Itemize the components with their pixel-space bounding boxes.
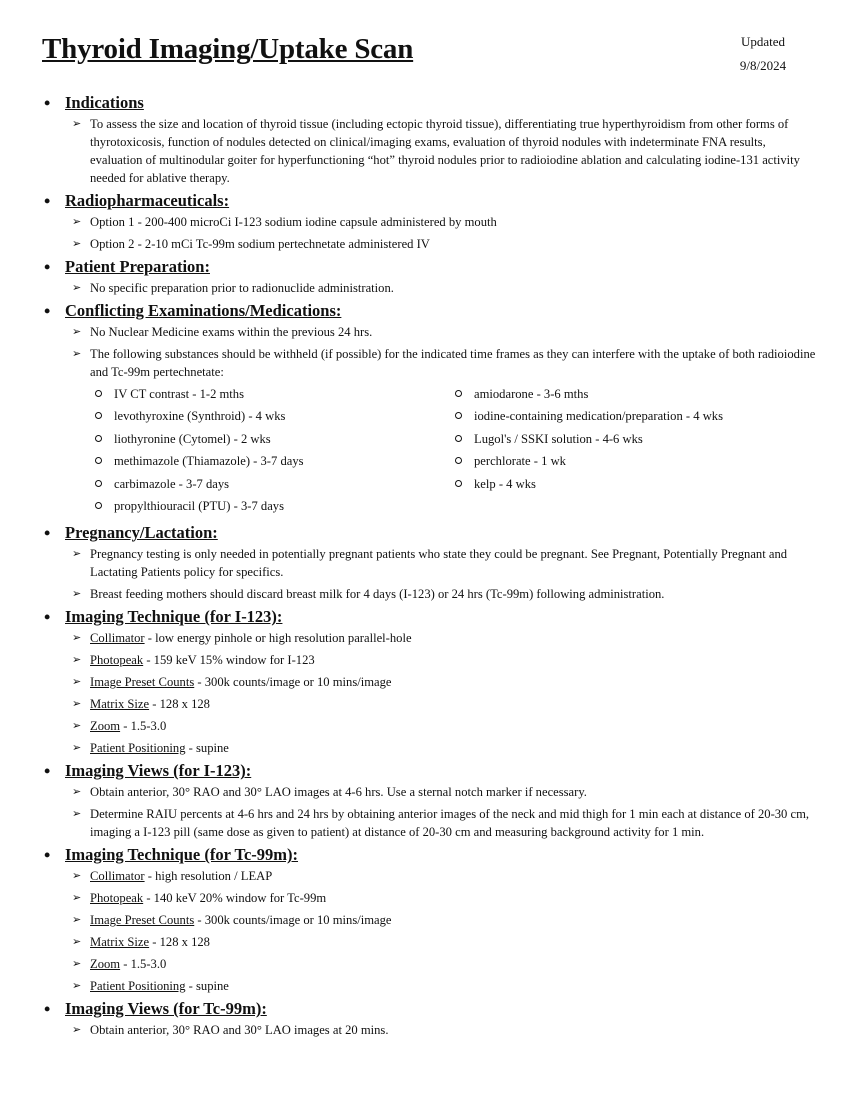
substance-column-left (90, 385, 450, 519)
substance-text: amiodarone - 3-6 mths (474, 387, 589, 401)
section-heading (44, 257, 857, 277)
item-text: - 1.5-3.0 (120, 957, 167, 972)
substance-text: carbimazole - 3-7 days (114, 476, 230, 491)
section-heading (44, 93, 857, 113)
list-item (65, 695, 857, 713)
arrow-bullet-icon: ➢ (72, 958, 82, 971)
list-item (65, 585, 857, 603)
section-heading (44, 523, 857, 544)
section-heading-text: Imaging Views (for Tc-99m): (65, 999, 267, 1019)
item-text: - supine (185, 741, 229, 756)
item-list (65, 1021, 857, 1039)
arrow-bullet-icon: ➢ (72, 654, 82, 667)
bullet-icon: • (44, 999, 51, 1020)
arrow-bullet-icon: ➢ (72, 676, 82, 689)
item-key: Zoom (90, 719, 121, 734)
circle-bullet-icon (455, 435, 462, 442)
item-text: - 300k counts/image or 10 mins/image (194, 675, 392, 690)
item-text: Obtain anterior, 30° RAO and 30° LAO images at 4-6 hrs. Use a sternal notch marker if necessary. (90, 785, 587, 800)
arrow-bullet-icon: ➢ (72, 936, 82, 949)
list-item (65, 279, 857, 297)
item-key: Photopeak (90, 653, 144, 668)
list-item (65, 977, 857, 995)
document-body (0, 92, 857, 1043)
substance-text: IV CT contrast - 1-2 mths (114, 387, 245, 401)
section-heading-text: Imaging Technique (for Tc-99m): (65, 845, 299, 865)
substance-text: kelp - 4 wks (474, 476, 536, 491)
item-text: Determine RAIU percents at 4-6 hrs and 24 hrs by obtaining anterior images of the neck and mid thigh for 1 min each at distance of 20-30 cm, imaging a I-123 pill (same dose as given to patient) at distance of 20-30 cm and measuring background activity for 1 min. (90, 807, 810, 840)
substance-text: perchlorate - 1 wk (474, 454, 566, 469)
list-item (65, 115, 857, 187)
bullet-icon: • (44, 845, 51, 866)
item-text: - supine (185, 979, 229, 994)
item-key: Zoom (90, 957, 121, 972)
arrow-bullet-icon: ➢ (72, 326, 82, 338)
section-heading-text: Imaging Views (for I-123): (65, 761, 252, 781)
substance-text: levothyroxine (Synthroid) - 4 wks (114, 409, 286, 424)
list-item (65, 651, 857, 669)
list-item (65, 867, 857, 885)
substance-list (90, 385, 857, 519)
substance-item (450, 430, 810, 448)
list-item (65, 629, 857, 647)
item-list (65, 279, 857, 297)
section-heading (44, 607, 857, 628)
circle-bullet-icon (455, 480, 462, 487)
item-text: - 128 x 128 (149, 935, 210, 950)
item-list (65, 545, 857, 603)
arrow-bullet-icon: ➢ (72, 1024, 82, 1037)
bullet-icon: • (44, 523, 51, 544)
item-list (65, 867, 857, 995)
arrow-bullet-icon: ➢ (72, 914, 82, 927)
substance-column-right (450, 385, 810, 519)
item-key: Matrix Size (90, 935, 150, 950)
section-heading (44, 301, 857, 321)
bullet-icon: • (44, 93, 51, 113)
item-list (65, 629, 857, 757)
item-text: - low energy pinhole or high resolution parallel-hole (144, 631, 412, 646)
substance-text: Lugol's / SSKI solution - 4-6 wks (474, 431, 643, 446)
item-text: The following substances should be withheld (if possible) for the indicated time frames as they can interfere with the uptake of both radioiodine and Tc-99m pertechnetate: (90, 347, 816, 379)
item-key: Collimator (90, 631, 145, 646)
arrow-bullet-icon: ➢ (72, 980, 82, 993)
section-heading-text: Imaging Technique (for I-123): (65, 607, 283, 627)
list-item (65, 955, 857, 973)
arrow-bullet-icon: ➢ (72, 238, 82, 250)
section-heading-text: Pregnancy/Lactation: (65, 523, 218, 543)
item-text: Breast feeding mothers should discard breast milk for 4 days (I-123) or 24 hrs (Tc-99m) following administration. (90, 587, 665, 602)
circle-bullet-icon (95, 390, 102, 397)
item-key: Photopeak (90, 891, 144, 906)
section (0, 93, 857, 187)
arrow-bullet-icon: ➢ (72, 216, 82, 228)
arrow-bullet-icon: ➢ (72, 698, 82, 711)
substance-text: propylthiouracil (PTU) - 3-7 days (114, 498, 284, 513)
item-key: Patient Positioning (90, 741, 186, 756)
section-heading (44, 845, 857, 866)
substance-item (450, 452, 810, 470)
section-heading (44, 191, 857, 211)
item-text: - 1.5-3.0 (120, 719, 167, 734)
arrow-bullet-icon: ➢ (72, 632, 82, 645)
section (0, 301, 857, 519)
section-heading (44, 761, 857, 782)
substance-item (450, 475, 810, 493)
substance-text: liothyronine (Cytomel) - 2 wks (114, 431, 271, 446)
list-item (65, 911, 857, 929)
page-title: Thyroid Imaging/Uptake Scan (42, 33, 414, 65)
bullet-icon: • (44, 607, 51, 628)
list-item (65, 805, 857, 841)
section-heading-text: Radiopharmaceuticals: (65, 191, 230, 210)
list-item (65, 545, 857, 581)
section (0, 523, 857, 603)
section (0, 761, 857, 841)
substance-text: methimazole (Thiamazole) - 3-7 days (114, 454, 304, 469)
section-heading-text: Conflicting Examinations/Medications: (65, 301, 342, 320)
item-text: - 300k counts/image or 10 mins/image (194, 913, 392, 928)
item-text: Option 2 - 2-10 mCi Tc-99m sodium pertechnetate administered IV (90, 237, 430, 251)
bullet-icon: • (44, 191, 51, 211)
item-text: - 159 keV 15% window for I-123 (143, 653, 315, 668)
substance-text: iodine-containing medication/preparation - 4 wks (474, 409, 724, 424)
item-text: Pregnancy testing is only needed in potentially pregnant patients who state they could be pregnant. See Pregnant, Potentially Pregnant and Lactating Patients policy for specifics. (90, 547, 788, 580)
item-text: - 140 keV 20% window for Tc-99m (143, 891, 327, 906)
arrow-bullet-icon: ➢ (72, 786, 82, 799)
section-heading-text: Patient Preparation: (65, 257, 210, 276)
arrow-bullet-icon: ➢ (72, 282, 82, 294)
arrow-bullet-icon: ➢ (72, 720, 82, 733)
arrow-bullet-icon: ➢ (72, 742, 82, 755)
item-list (65, 115, 857, 187)
item-text: To assess the size and location of thyroid tissue (including ectopic thyroid tissue), differentiating true hyperthyroidism from other forms of thyrotoxicosis, function of nodules detected on clinical/imaging exams, evaluation of thyroid nodules with indeterminate FNA results, evaluation of multinodular goiter for hyperfunctioning “hot” thyroid nodules prior to radioiodine ablation and calculating iodine-131 activity needed for ablative therapy. (90, 117, 800, 185)
updated-date: 9/8/2024 (739, 58, 787, 73)
list-item (65, 933, 857, 951)
section (0, 191, 857, 253)
bullet-icon: • (44, 301, 51, 321)
substance-item (90, 475, 450, 493)
arrow-bullet-icon: ➢ (72, 588, 82, 601)
item-text: Obtain anterior, 30° RAO and 30° LAO images at 20 mins. (90, 1023, 389, 1038)
item-text: No Nuclear Medicine exams within the previous 24 hrs. (90, 325, 373, 339)
item-text: Option 1 - 200-400 microCi I-123 sodium iodine capsule administered by mouth (90, 215, 497, 229)
substance-item (90, 497, 450, 515)
item-key: Image Preset Counts (90, 913, 195, 928)
list-item (65, 673, 857, 691)
section-heading-text: Indications (65, 93, 144, 112)
arrow-bullet-icon: ➢ (72, 348, 82, 360)
item-text: No specific preparation prior to radionuclide administration. (90, 281, 394, 295)
circle-bullet-icon (95, 435, 102, 442)
list-item (65, 323, 857, 341)
item-list (65, 213, 857, 253)
circle-bullet-icon (455, 457, 462, 464)
list-item (65, 739, 857, 757)
item-key: Patient Positioning (90, 979, 186, 994)
list-item (65, 1021, 857, 1039)
substance-item (90, 430, 450, 448)
list-item (65, 213, 857, 231)
list-item (65, 345, 857, 381)
section (0, 845, 857, 995)
circle-bullet-icon (95, 457, 102, 464)
arrow-bullet-icon: ➢ (72, 808, 82, 821)
arrow-bullet-icon: ➢ (72, 870, 82, 883)
list-item (65, 235, 857, 253)
bullet-icon: • (44, 257, 51, 277)
item-key: Matrix Size (90, 697, 150, 712)
section (0, 257, 857, 297)
updated-stamp (733, 30, 793, 78)
item-key: Image Preset Counts (90, 675, 195, 690)
substance-item (90, 407, 450, 425)
arrow-bullet-icon: ➢ (72, 892, 82, 905)
circle-bullet-icon (455, 390, 462, 397)
circle-bullet-icon (455, 412, 462, 419)
substance-item (90, 385, 450, 403)
section (0, 607, 857, 757)
item-list (65, 783, 857, 841)
circle-bullet-icon (95, 502, 102, 509)
arrow-bullet-icon: ➢ (72, 118, 82, 130)
circle-bullet-icon (95, 412, 102, 419)
substance-item (450, 385, 810, 403)
section (0, 999, 857, 1039)
list-item (65, 717, 857, 735)
list-item (65, 783, 857, 801)
item-list (65, 323, 857, 381)
item-text: - 128 x 128 (149, 697, 210, 712)
substance-item (450, 407, 810, 425)
section-heading (44, 999, 857, 1020)
arrow-bullet-icon: ➢ (72, 548, 82, 561)
updated-label: Updated (740, 34, 786, 49)
item-key: Collimator (90, 869, 145, 884)
bullet-icon: • (44, 761, 51, 782)
item-text: - high resolution / LEAP (144, 869, 273, 884)
list-item (65, 889, 857, 907)
circle-bullet-icon (95, 480, 102, 487)
substance-item (90, 452, 450, 470)
